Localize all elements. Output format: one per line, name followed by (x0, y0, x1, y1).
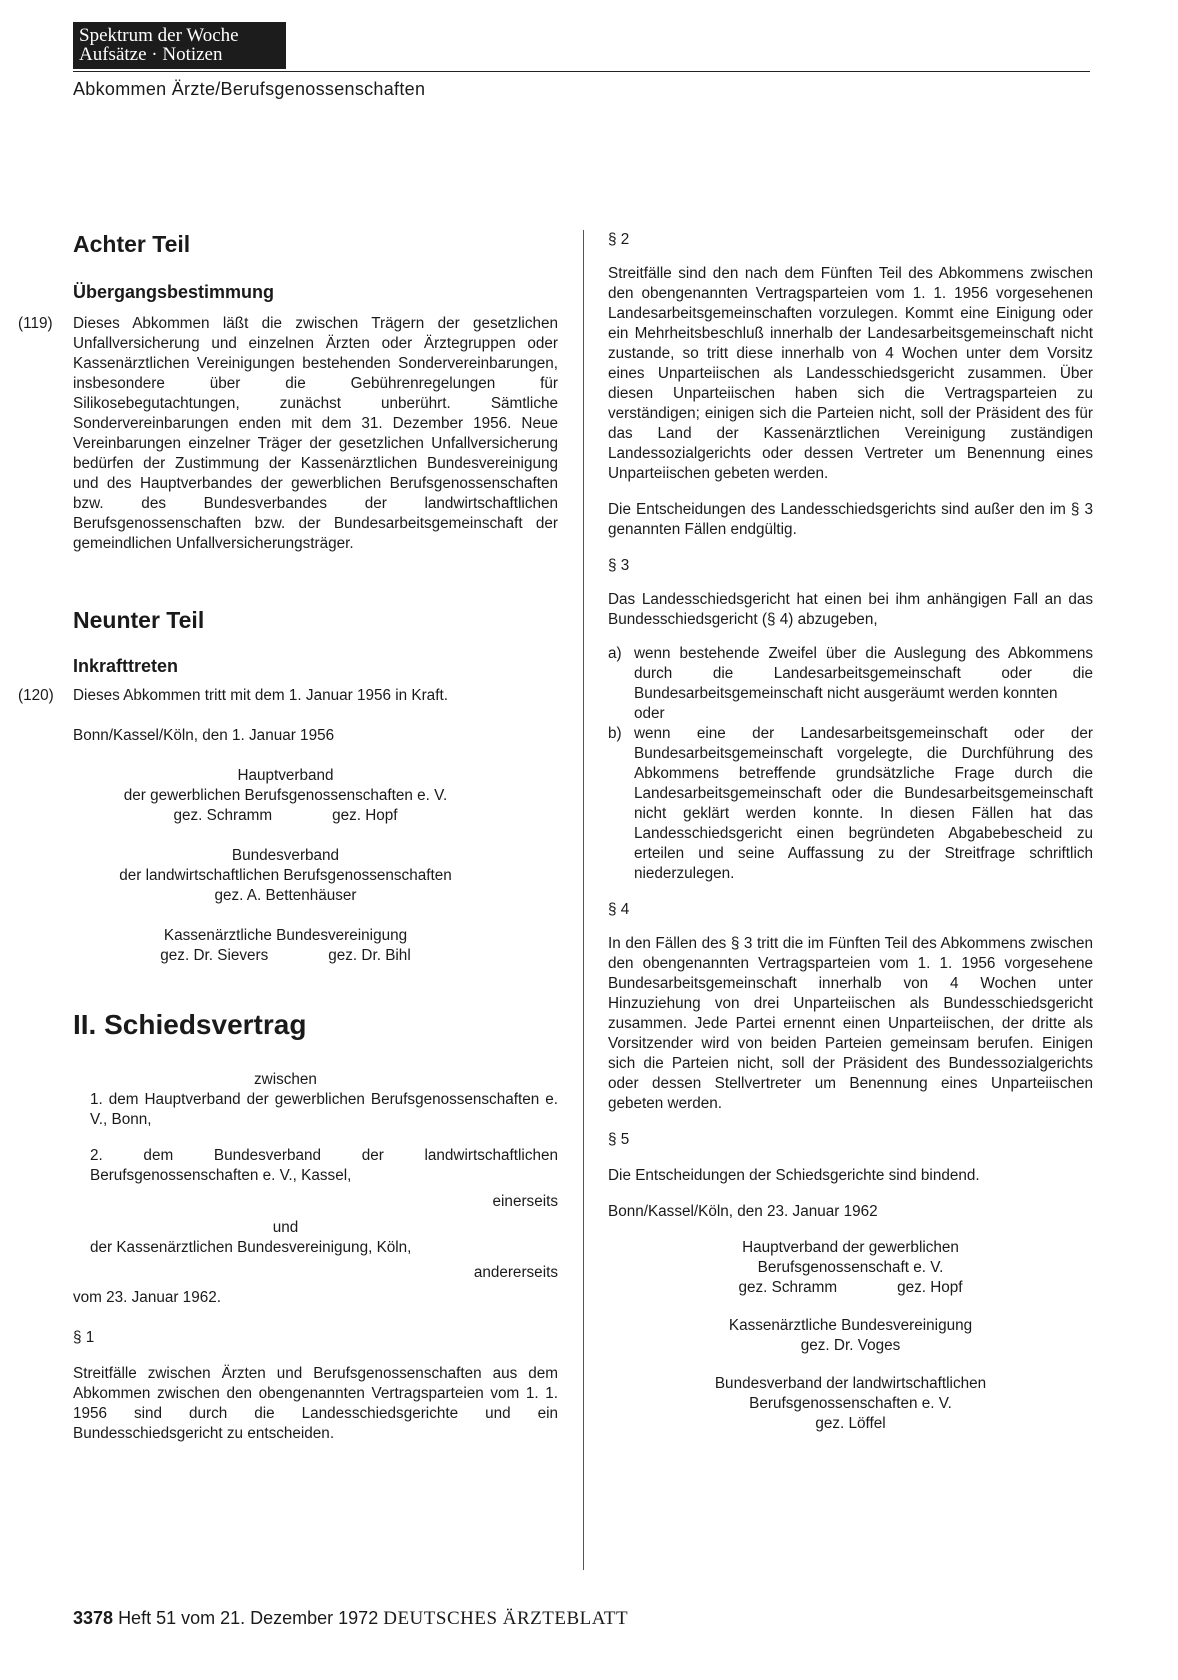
part9-subtitle: Inkrafttreten (73, 656, 179, 676)
party-1-text: 1. dem Hauptverband der gewerblichen Berufsgenossenschaften e. V., Bonn, (90, 1091, 558, 1128)
issue-info: Heft 51 vom 21. Dezember 1972 (118, 1608, 379, 1628)
signature-block-kbv-1962 (608, 1316, 1093, 1356)
paragraph-number-119: (119) (18, 315, 53, 332)
section-3-item-a (608, 644, 1093, 704)
sig-org-line: Berufsgenossenschaften e. V. (749, 1395, 952, 1412)
contract-date: vom 23. Januar 1962. (73, 1289, 221, 1306)
signatory: gez. Schramm (173, 807, 273, 824)
section-4-heading: § 4 (608, 901, 630, 918)
item-text: wenn bestehende Zweifel über die Auslegung des Abkommens durch die Landesarbeitsgemeinschaft oder die Bundesarbeitsgemeinschaft nicht ausgeräumt werden konnten (634, 645, 1093, 702)
signatory: gez. A. Bettenhäuser (214, 887, 357, 904)
sig-org-line: der landwirtschaftlichen Berufsgenossenschaften (119, 867, 452, 884)
section-3-heading: § 3 (608, 557, 630, 574)
part8-title: Achter Teil (73, 231, 191, 257)
right-column (608, 230, 1093, 1434)
part9-title: Neunter Teil (73, 607, 205, 633)
left-column (18, 230, 558, 1444)
party-2-text: 2. dem Bundesverband der landwirtschaftlichen Berufsgenossenschaften e. V., Kassel, (90, 1147, 558, 1184)
magazine-name: DEUTSCHES ÄRZTEBLATT (383, 1608, 629, 1629)
section-1-heading: § 1 (73, 1329, 95, 1346)
signature-block-bundesverband-1962 (608, 1374, 1093, 1434)
column-divider (583, 230, 584, 1570)
signature-block-hauptverband (13, 766, 558, 826)
signatory: gez. Löffel (815, 1415, 886, 1432)
part8-subtitle: Übergangsbestimmung (73, 282, 275, 302)
masthead (73, 22, 286, 69)
signature-block-bundesverband (13, 846, 558, 906)
page-number: 3378 (73, 1608, 114, 1628)
item-label: a) (608, 645, 622, 662)
signatory: gez. Schramm (738, 1279, 838, 1296)
zwischen: zwischen (254, 1071, 317, 1088)
signatory: gez. Dr. Sievers (160, 947, 269, 964)
sig-org-line: Bundesverband (231, 847, 340, 864)
sig-org-line: Hauptverband (237, 767, 334, 784)
signatory: gez. Hopf (897, 1279, 963, 1296)
sig-org-line: Bundesverband der landwirtschaftlichen (714, 1375, 987, 1392)
section-4-text: In den Fällen des § 3 tritt die im Fünften Teil des Abkommens zwischen den obengenannten Vertragsparteien vom 1. 1. 1956 vorgesehene Bundesarbeitsgemeinschaft innerhalb von 4 Wochen unter Hinzuziehung von drei Unparteiischen als Bundesschiedsgericht zusammen. Jede Partei ernennt einen Unparteiischen, der dritte als Vorsitzender wird von beiden Parteien gemeinsam berufen. Einigen sich die Parteien nicht, soll der Präsident des Bundessozialgerichts oder dessen Stellvertreter um Benennung eines Unparteiischen gebeten werden. (608, 935, 1093, 1112)
signatory: gez. Hopf (332, 807, 398, 824)
masthead-line1: Spektrum der Woche (79, 25, 239, 46)
section-3-text: Das Landesschiedsgericht hat einen bei ihm anhängigen Fall an das Bundesschiedsgericht (§ 4) abzugeben, (608, 591, 1093, 628)
item-text: wenn eine der Landesarbeitsgemeinschaft oder der Bundesarbeitsgemeinschaft vorgelegte, die Durchführung des Abkommens betreffende grundsätzliche Frage durch die Landesarbeitsgemeinschaft oder die Bundesarbeitsgemeinschaft nicht geklärt werden konnte. In diesen Fällen hat das Landesschiedsgericht einen begründeten Abgabebescheid zu erteilen und seine Auffassung zu der Streitfrage schriftlich niederzulegen. (634, 725, 1093, 882)
paragraph-120: Dieses Abkommen tritt mit dem 1. Januar 1956 in Kraft. (73, 687, 448, 704)
paragraph-119: Dieses Abkommen läßt die zwischen Trägern der gesetzlichen Unfallversicherung und einzelnen Ärzten oder Ärztegruppen oder Kassenärztlichen Vereinigungen bestehenden Sondervereinbarungen, insbesondere über die Gebührenregelungen für Silikosebegutachtungen, zunächst unberührt. Sämtliche Sondervereinbarungen enden mit dem 31. Dezember 1956. Neue Vereinbarungen einzelner Träger der gesetzlichen Unfallversicherung bedürfen der Zustimmung der Kassenärztlichen Bundesvereinigung und des Hauptverbandes der gewerblichen Berufsgenossenschaften bzw. des Bundesverbandes der landwirtschaftlichen Berufsgenossenschaften bzw. der Bundesarbeitsgemeinschaft der gemeindlichen Unfallversicherungsträger. (73, 315, 558, 552)
sig-org-line: Berufsgenossenschaft e. V. (757, 1259, 944, 1276)
section-2-text-1: Streitfälle sind den nach dem Fünften Teil des Abkommens zwischen den obengenannten Vertragsparteien vom 1. 1. 1956 vorgesehenen Landesarbeitsgemeinschaften vorzulegen. Kommt eine Einigung oder ein Mehrheitsbeschluß innerhalb der Landesarbeitsgemeinschaft nicht zustande, so tritt diese innerhalb von 4 Wochen unter dem Vorsitz eines Unparteiischen als Landesschiedsgericht zusammen. Über diesen Unparteiischen haben sich die Vertragsparteien zu verständigen; einigen sich die Parteien nicht, soll der Präsident des für das Land der Kassenärztlichen Vereinigung zuständigen Landessozialgerichts oder dessen Vertreter um Benennung eines Unparteiischen gebeten werden. (608, 265, 1093, 482)
place-date-1962: Bonn/Kassel/Köln, den 23. Januar 1962 (608, 1203, 878, 1220)
sig-org-line: Hauptverband der gewerblichen (742, 1239, 959, 1256)
einerseits: einerseits (492, 1193, 558, 1210)
section-2-heading: § 2 (608, 231, 630, 248)
party-1 (73, 1090, 558, 1130)
section-1-text: Streitfälle zwischen Ärzten und Berufsgenossenschaften aus dem Abkommen zwischen den obengenannten Vertragsparteien vom 1. 1. 1956 sind durch die Landesschiedsgerichte und ein Bundesschiedsgericht zu entscheiden. (73, 1365, 558, 1442)
page-subtitle: Abkommen Ärzte/Berufsgenossenschaften (73, 79, 426, 99)
signature-block-hauptverband-1962 (608, 1238, 1093, 1298)
paragraph-number-120: (120) (18, 687, 54, 704)
place-date-1956: Bonn/Kassel/Köln, den 1. Januar 1956 (73, 727, 335, 744)
section-5-text: Die Entscheidungen der Schiedsgerichte sind bindend. (608, 1167, 980, 1184)
party-2 (73, 1146, 558, 1186)
masthead-line2: Aufsätze · Notizen (79, 44, 223, 65)
signature-block-kbv (13, 926, 558, 966)
header-rule (73, 71, 1090, 72)
sig-org-line: Kassenärztliche Bundesvereinigung (728, 1317, 973, 1334)
signatory: gez. Dr. Voges (800, 1337, 901, 1354)
section-title: II. Schiedsvertrag (73, 1009, 307, 1040)
sig-org-line: Kassenärztliche Bundesvereinigung (163, 927, 408, 944)
und: und (272, 1219, 299, 1236)
andererseits: andererseits (473, 1264, 558, 1281)
section-3-item-b (608, 724, 1093, 884)
section-5-heading: § 5 (608, 1131, 630, 1148)
item-label: b) (608, 725, 622, 742)
oder: oder (634, 705, 665, 722)
page-footer (73, 1608, 628, 1630)
section-2-text-2: Die Entscheidungen des Landesschiedsgerichts sind außer den im § 3 genannten Fällen endgültig. (608, 501, 1093, 538)
sig-org-line: der gewerblichen Berufsgenossenschaften e. V. (123, 787, 448, 804)
signatory: gez. Dr. Bihl (328, 947, 411, 964)
party-3: der Kassenärztlichen Bundesvereinigung, Köln, (90, 1239, 412, 1256)
